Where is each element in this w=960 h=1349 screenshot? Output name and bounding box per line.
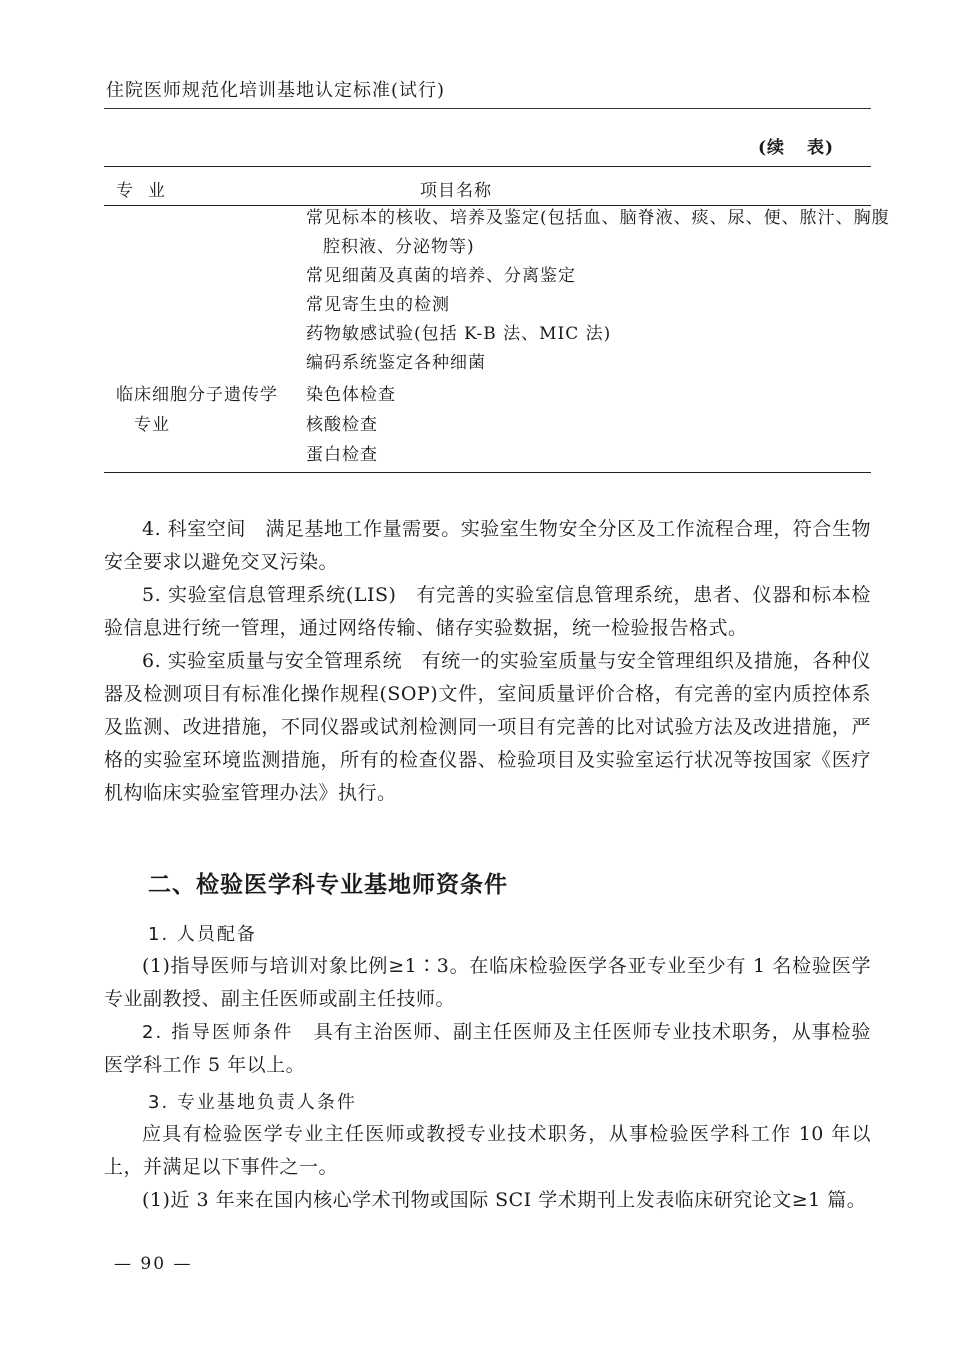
page-number: — 90 — bbox=[114, 1254, 193, 1274]
paragraph-director: 应具有检验医学专业主任医师或教授专业技术职务，从事检验医学科工作 10 年以上，并满足以下事件之一。 bbox=[104, 1123, 871, 1178]
table-header-rule bbox=[104, 205, 871, 206]
table-row: 药物敏感试验(包括 K-B 法、MIC 法) bbox=[306, 324, 612, 344]
table-row: 常见寄生虫的检测 bbox=[306, 295, 450, 315]
table-header-major-b: 业 bbox=[148, 181, 166, 201]
table-row: 染色体检查 bbox=[306, 385, 396, 405]
table-major-cell-continuation: 专业 bbox=[134, 415, 170, 435]
staffing-paragraph-block bbox=[104, 950, 871, 1016]
paragraph-lab-space: 4. 科室空间 满足基地工作量需要。实验室生物安全分区及工作流程合理，符合生物安全要求以避免交叉污染。 bbox=[104, 518, 871, 573]
paragraph-lis: 5. 实验室信息管理系统(LIS) 有完善的实验室信息管理系统，患者、仪器和标本检验信息进行统一管理，通过网络传输、储存实验数据，统一检验报告格式。 bbox=[104, 584, 871, 639]
paragraph-staffing: (1)指导医师与培训对象比例≥1∶3。在临床检验医学各亚专业至少有 1 名检验医学专业副教授、副主任医师或副主任技师。 bbox=[104, 955, 871, 1010]
table-header-major bbox=[116, 176, 166, 201]
continued-label-a: (续 bbox=[758, 138, 786, 158]
table-row: 编码系统鉴定各种细菌 bbox=[306, 353, 486, 373]
continued-label-b: 表) bbox=[807, 138, 835, 158]
paragraph-director-criteria-1: (1)近 3 年来在国内核心学术刊物或国际 SCI 学术期刊上发表临床研究论文≥1 篇。 bbox=[142, 1189, 867, 1211]
table-row-continuation: 腔积液、分泌物等) bbox=[323, 237, 475, 257]
section-title: 二、检验医学科专业基地师资条件 bbox=[148, 872, 508, 898]
supervisor-text: 具有主治医师、副主任医师及主任医师专业技术职务，从事检验医学科工作 5 年以上。 bbox=[104, 1021, 871, 1076]
continued-label bbox=[758, 133, 834, 158]
paragraph-quality-safety: 6. 实验室质量与安全管理系统 有统一的实验室质量与安全管理组织及措施，各种仪器及检测项目有标准化操作规程(SOP)文件，室间质量评价合格，有完善的室内质控体系及监测、改进措施，不同仪器或试剂检测同一项目有完善的比对试验方法及改进措施，严格的实验室环境监测措施，所有的检查仪器、检验项目及实验室运行状况等按国家《医疗机构临床实验室管理办法》执行。 bbox=[104, 650, 871, 804]
body-paragraphs bbox=[104, 513, 871, 810]
director-paragraph-block bbox=[104, 1118, 871, 1217]
header-divider bbox=[104, 108, 871, 109]
table-header-major-a: 专 bbox=[116, 181, 134, 201]
subheading-supervisor: 2. 指导医师条件 bbox=[142, 1022, 294, 1043]
table-row: 常见细菌及真菌的培养、分离鉴定 bbox=[306, 266, 576, 286]
paragraph-supervisor bbox=[104, 1016, 871, 1082]
table-top-rule bbox=[104, 166, 871, 167]
table-row: 常见标本的核收、培养及鉴定(包括血、脑脊液、痰、尿、便、脓汁、胸腹 bbox=[306, 208, 890, 228]
table-row: 蛋白检查 bbox=[306, 445, 378, 465]
subheading-director: 3. 专业基地负责人条件 bbox=[148, 1092, 357, 1113]
table-header-item: 项目名称 bbox=[420, 181, 492, 201]
subheading-staffing: 1. 人员配备 bbox=[148, 924, 257, 945]
table-bottom-rule bbox=[104, 472, 871, 473]
supervisor-paragraph-block bbox=[104, 1016, 871, 1082]
table-major-cell: 临床细胞分子遗传学 bbox=[116, 385, 278, 405]
running-header: 住院医师规范化培训基地认定标准(试行) bbox=[106, 80, 446, 101]
table-row: 核酸检查 bbox=[306, 415, 378, 435]
